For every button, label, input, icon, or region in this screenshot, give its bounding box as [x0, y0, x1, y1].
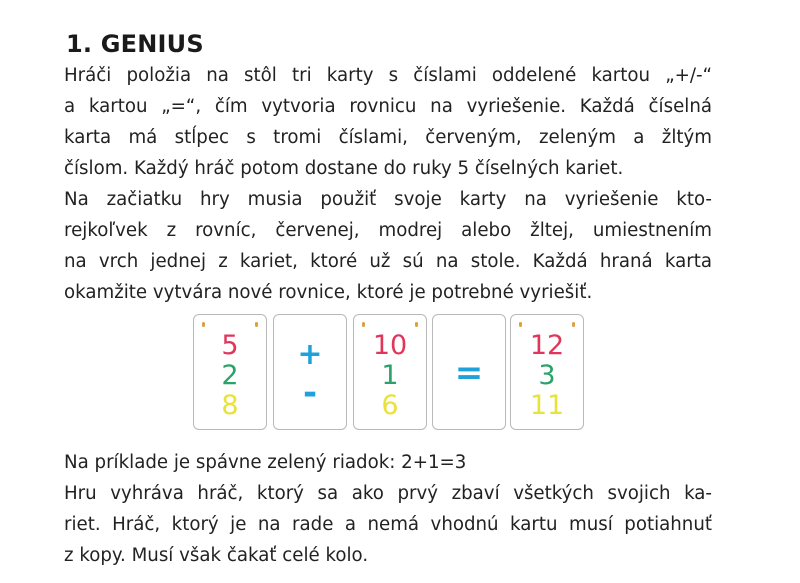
equals-symbol: =: [454, 353, 484, 393]
example-line: Na príklade je spávne zelený riadok: 2+1=3: [64, 452, 467, 473]
card-dot: [415, 322, 418, 327]
operator-card: [273, 314, 347, 430]
example-cards: [0, 314, 800, 432]
section-title: 1. GENIUS: [66, 30, 204, 58]
card-dot: [362, 322, 365, 327]
card-dot: [202, 322, 205, 327]
card-green-number: 1: [381, 360, 399, 391]
equals-card: [432, 314, 506, 430]
plus-symbol: +: [297, 337, 323, 372]
text-line: Hráči položia na stôl tri karty s číslami oddelené kartou „+/-“: [64, 65, 712, 86]
card-red-number: 10: [372, 330, 408, 361]
text-line: z kopy. Musí však čakať celé kolo.: [64, 545, 369, 566]
minus-symbol: -: [302, 373, 318, 413]
card-red-number: 5: [221, 330, 239, 361]
number-card-3: [510, 314, 584, 430]
text-line: Na začiatku hry musia použiť svoje karty na vyriešenie kto-: [64, 189, 712, 210]
number-card-1: [193, 314, 267, 430]
card-dot: [255, 322, 258, 327]
card-yellow-number: 8: [221, 390, 239, 421]
text-line: riet. Hráč, ktorý je na rade a nemá vhodnú kartu musí potiahnuť: [64, 514, 712, 535]
card-dot: [572, 322, 575, 327]
text-line: karta má stĺpec s tromi číslami, červeným, zeleným a žltým: [64, 127, 712, 148]
text-line: Hru vyhráva hráč, ktorý sa ako prvý zbaví všetkých svojich ka-: [64, 483, 712, 504]
intro-paragraph: [64, 60, 712, 308]
outro-paragraph: [64, 447, 712, 571]
text-line: číslom. Každý hráč potom dostane do ruky 5 číselných kariet.: [64, 158, 624, 179]
text-line: rejkoľvek z rovníc, červenej, modrej alebo žltej, umiestnením: [64, 220, 712, 241]
card-yellow-number: 6: [381, 390, 399, 421]
card-red-number: 12: [529, 330, 565, 361]
text-line: na vrch jednej z kariet, ktoré už sú na stole. Každá hraná karta: [64, 251, 712, 272]
card-yellow-number: 11: [529, 390, 565, 421]
text-line: a kartou „=“, čím vytvoria rovnicu na vyriešenie. Každá číselná: [64, 96, 712, 117]
card-green-number: 2: [221, 360, 239, 391]
card-green-number: 3: [538, 360, 556, 391]
card-dot: [519, 322, 522, 327]
text-line: okamžite vytvára nové rovnice, ktoré je potrebné vyriešiť.: [64, 282, 593, 303]
number-card-2: [353, 314, 427, 430]
